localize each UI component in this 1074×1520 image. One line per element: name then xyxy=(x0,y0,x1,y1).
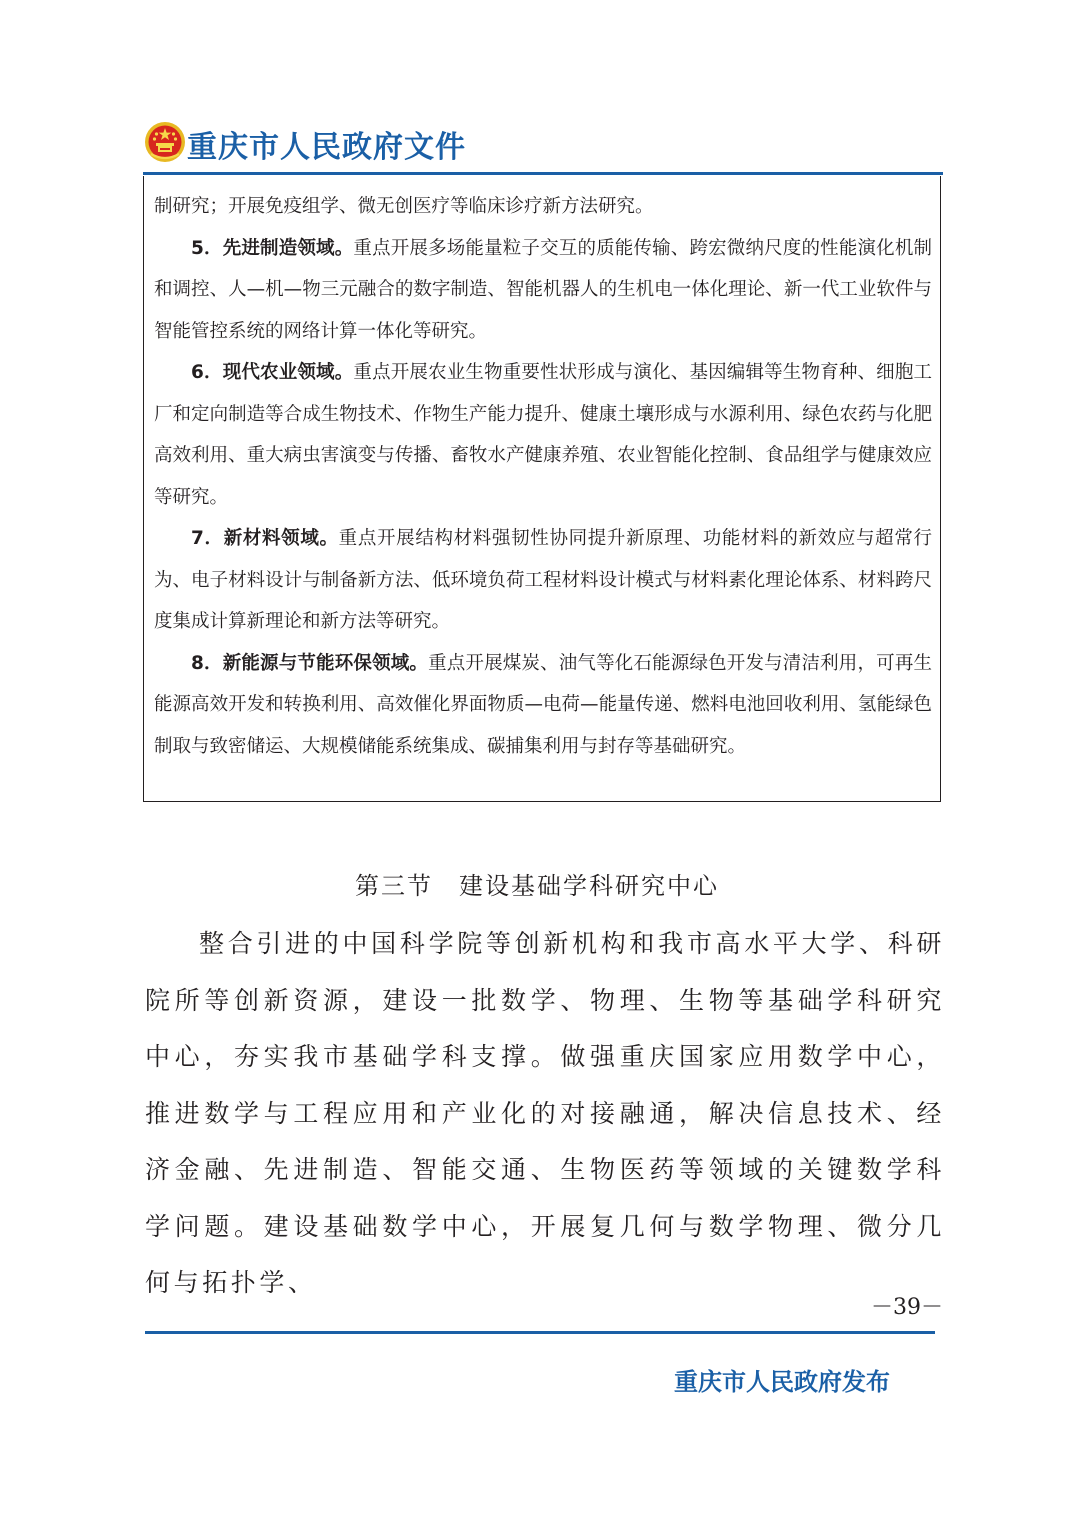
list-item xyxy=(154,228,932,353)
list-item xyxy=(154,518,932,643)
boxed-content xyxy=(143,176,941,802)
item-label: 5．先进制造领域。 xyxy=(191,237,354,259)
section-heading: 第三节 建设基础学科研究中心 xyxy=(355,872,719,900)
continuation-text: 制研究；开展免疫组学、微无创医疗等临床诊疗新方法研究。 xyxy=(154,196,654,217)
item-label: 7．新材料领域。 xyxy=(191,528,339,549)
header-title: 重庆市人民政府文件 xyxy=(187,130,466,165)
footer-rule xyxy=(145,1331,935,1334)
national-emblem-icon xyxy=(143,120,187,164)
item-text: 重点开展农业生物重要性状形成与演化、基因编辑等生物育种、细胞工厂和定向制造等合成生物技术、作物生产能力提升、健康土壤形成与水源利用、绿色农药与化肥高效利用、重大病虫害演变与传播、畜牧水产健康养殖、农业智能化控制、食品组学与健康效应等研究。 xyxy=(154,362,932,508)
footer-publisher: 重庆市人民政府发布 xyxy=(674,1368,890,1396)
item-label: 8．新能源与节能环保领域。 xyxy=(191,652,429,674)
list-item xyxy=(154,643,932,768)
item-label: 6．现代农业领域。 xyxy=(191,362,354,383)
item-text: 重点开展多场能量粒子交互的质能传输、跨宏微纳尺度的性能演化机制和调控、人—机—物三元融合的数字制造、智能机器人的生机电一体化理论、新一代工业软件与智能管控系统的网络计算一体化等研究。 xyxy=(154,237,932,342)
header-rule xyxy=(143,172,943,175)
section-body xyxy=(145,916,945,1312)
item-text: 重点开展结构材料强韧性协同提升新原理、功能材料的新效应与超常行为、电子材料设计与制备新方法、低环境负荷工程材料设计模式与材料素化理论体系、材料跨尺度集成计算新理论和新方法等研究。 xyxy=(154,528,932,632)
item-text: 重点开展煤炭、油气等化石能源绿色开发与清洁利用，可再生能源高效开发和转换利用、高效催化界面物质—电荷—能量传递、燃料电池回收利用、氢能绿色制取与致密储运、大规模储能系统集成、碳捕集利用与封存等基础研究。 xyxy=(154,652,932,757)
document-header xyxy=(143,118,943,174)
body-paragraph: 整合引进的中国科学院等创新机构和我市高水平大学、科研院所等创新资源，建设一批数学、物理、生物等基础学科研究中心，夯实我市基础学科支撑。做强重庆国家应用数学中心，推进数学与工程应用和产业化的对接融通，解决信息技术、经济金融、先进制造、智能交通、生物医药等领域的关键数学科学问题。建设基础数学中心，开展复几何与数学物理、微分几何与拓扑学、 xyxy=(145,929,945,1297)
page-number: －39－ xyxy=(871,1295,943,1320)
list-item xyxy=(154,352,932,518)
